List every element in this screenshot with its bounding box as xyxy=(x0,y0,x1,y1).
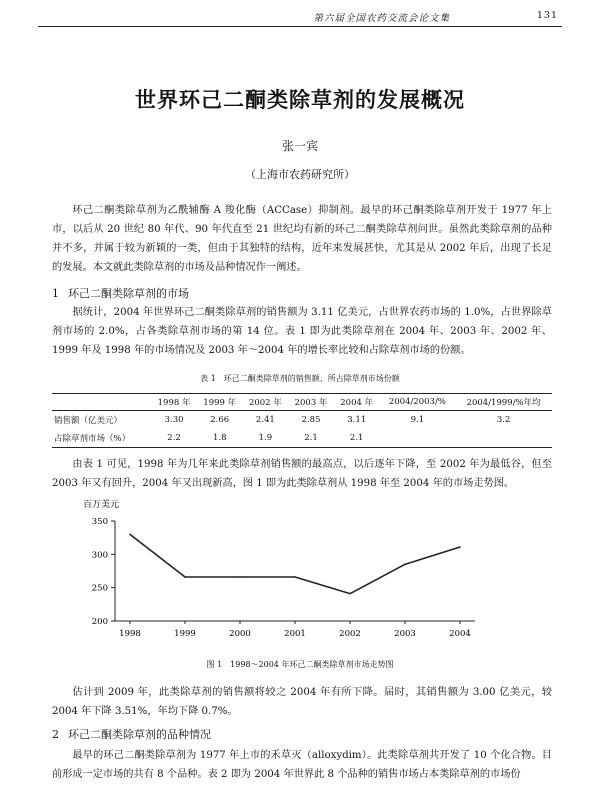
table-cell: 2.41 xyxy=(255,415,275,425)
data-point xyxy=(239,576,241,578)
y-tick-label: 250 xyxy=(91,583,108,594)
page-number: 131 xyxy=(536,10,558,21)
journal-title: 第六届全国农药交流会论文集 xyxy=(313,13,450,24)
table-header-cell: 2003 年 xyxy=(288,394,334,411)
intro-paragraph: 环己二酮类除草剂为乙酰辅酶 A 羧化酶（ACCase）抑制剂。最早的环己酮类除草剂开发于 1977 年上市，以后从 20 世纪 80 年代、90 年代直至 21 世纪均有新的环己二酮类除草剂问世。虽然此类除草剂的品种并不多，并属于较为新颖的一类，但由于其独特的结构，近年来发展甚快，尤其是从 2002 年后，出现了长足的发展。本文就此类除草剂的市场及品种情况作一阐述。 xyxy=(52,205,552,273)
table-cell: 3.11 xyxy=(347,415,367,425)
data-point xyxy=(184,576,186,578)
table-header-cell: 2002 年 xyxy=(243,394,289,411)
x-tick-label: 2000 xyxy=(229,629,251,639)
table-cell: 9.1 xyxy=(410,415,425,425)
table-header-cell xyxy=(52,394,151,411)
y-tick-label: 300 xyxy=(91,550,108,561)
table-cell: 1.8 xyxy=(197,429,243,448)
table-cell: 3.30 xyxy=(164,415,184,425)
section-title: 环己二酮类除草剂的市场 xyxy=(68,287,189,300)
author: 张一宾 xyxy=(281,139,318,153)
x-tick-label: 2003 xyxy=(394,629,416,639)
varieties-paragraph: 最早的环己二酮类除草剂为 1977 年上市的禾草灭（alloxydim）。此类除草剂共开发了 10 个化合物。目前形成一定市场的共有 8 个品种。表 2 即为 2004 年世界此 8 个品种的销售市场占本类除草剂的市场份 xyxy=(52,750,552,780)
figure-caption: 图 1 1998～2004 年环己二酮类除草剂市场走势图 xyxy=(206,660,394,669)
market-paragraph: 据统计，2004 年世界环己二酮类除草剂的销售额为 3.11 亿美元，占世界农药市场的 1.0%，占世界除草剂市场的 2.0%，占各类除草剂市场的第 14 位。表 1 即为此类除草剂在 2004 年、2003 年、2002 年、1999 年及 1998 年的市场情况及 2003 年～2004 年的增长率比较和占除草剂市场的份额。 xyxy=(52,307,552,356)
table-cell: 1.9 xyxy=(243,429,289,448)
section-heading-1 xyxy=(52,285,189,301)
header-rule xyxy=(38,26,562,27)
table-header-cell: 1999 年 xyxy=(197,394,243,411)
table-row xyxy=(52,411,552,430)
x-tick-label: 1998 xyxy=(119,629,141,639)
after-table-paragraph: 由表 1 可见，1998 年为几年来此类除草剂销售额的最高点，以后逐年下降，至 2002 年为最低谷，但至 2003 年又有回升，2004 年又出现新高，图 1 即为此类除草剂从 1998 年至 2004 年的市场走势图。 xyxy=(52,459,552,489)
data-point xyxy=(404,564,406,566)
table-header-cell: 1998 年 xyxy=(151,394,197,411)
section-title: 环己二酮类除草剂的品种情况 xyxy=(68,728,211,741)
x-tick-label: 1999 xyxy=(174,629,196,639)
table-cell xyxy=(380,429,456,448)
chart-y-label: 百万美元 xyxy=(82,500,120,510)
table-cell: 2.1 xyxy=(288,429,334,448)
chart-x-ticks xyxy=(119,621,471,639)
article-title: 世界环己二酮类除草剂的发展概况 xyxy=(135,87,465,112)
chart-series-line xyxy=(130,534,460,593)
table-header-row xyxy=(52,394,552,411)
table-cell: 3.2 xyxy=(496,415,511,425)
data-point xyxy=(129,534,131,536)
chart-y-ticks xyxy=(92,517,115,627)
x-tick-label: 2001 xyxy=(284,629,306,639)
data-point xyxy=(294,576,296,578)
forecast-paragraph: 估计到 2009 年，此类除草剂的销售额将较之 2004 年有所下降。届时，其销售额为 3.00 亿美元，较 2004 年下降 3.51%，年均下降 0.7%。 xyxy=(52,687,552,717)
table-row xyxy=(52,429,552,448)
running-head xyxy=(40,8,560,26)
chart-points xyxy=(129,534,461,595)
table-header-cell: 2004/2003/% xyxy=(380,394,456,411)
sales-table xyxy=(52,393,552,448)
section-heading-2 xyxy=(52,726,211,742)
table-cell: 2.66 xyxy=(210,415,230,425)
table-header-cell: 2004/1999/%年均 xyxy=(455,394,552,411)
table-header-cell: 2004 年 xyxy=(334,394,380,411)
table-cell: 2.1 xyxy=(334,429,380,448)
table-caption: 表 1 环己二酮类除草剂的销售额、所占除草剂市场份额 xyxy=(200,374,400,383)
table-cell: 2.2 xyxy=(151,429,197,448)
x-tick-label: 2002 xyxy=(339,629,361,639)
data-point xyxy=(349,593,351,595)
y-tick-label: 200 xyxy=(91,617,108,627)
market-trend-chart xyxy=(75,497,495,647)
y-tick-label: 350 xyxy=(91,517,108,527)
table-cell: 占除草剂市场（%） xyxy=(52,429,151,448)
data-point xyxy=(459,546,461,548)
table-cell: 2.85 xyxy=(301,415,321,425)
table-cell xyxy=(455,429,552,448)
affiliation: （上海市农药研究所） xyxy=(245,168,355,181)
x-tick-label: 2004 xyxy=(449,629,471,639)
table-cell: 销售额（亿美元） xyxy=(54,416,123,426)
section-number: 2 xyxy=(52,728,59,741)
section-number: 1 xyxy=(52,287,59,300)
